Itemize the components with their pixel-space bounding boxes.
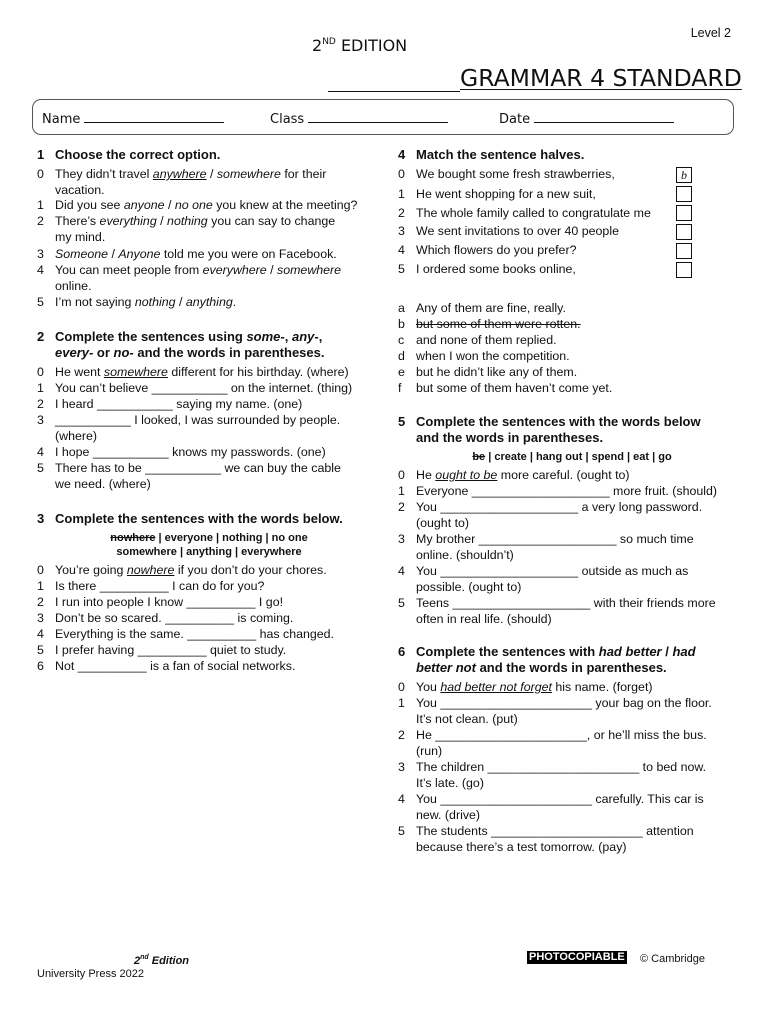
section-4-option-item-number: f	[398, 381, 402, 395]
class-field[interactable]: Class	[270, 112, 448, 128]
section-1-item-continuation: my mind.	[55, 230, 106, 244]
section-1-item-text[interactable]: I’m not saying nothing / anything.	[55, 295, 237, 309]
section-5-item-number: 2	[398, 500, 405, 514]
section-6-heading: 6 Complete the sentences with had better / had	[398, 644, 696, 659]
page-title: GRAMMAR 4 STANDARD	[460, 64, 742, 92]
section-2-item-number: 2	[37, 397, 44, 411]
section-3-item-text[interactable]: You’re going nowhere if you don’t do your chores.	[55, 563, 327, 577]
section-4-item-number: 1	[398, 187, 405, 201]
section-3-item-text[interactable]: Not __________ is a fan of social networks.	[55, 659, 296, 673]
section-1-item-text[interactable]: Someone / Anyone told me you were on Facebook.	[55, 247, 337, 261]
date-field[interactable]: Date	[499, 112, 674, 128]
section-4-item-number: 5	[398, 262, 405, 276]
footer-copyright: © Cambridge	[640, 953, 705, 965]
photocopiable-badge: PHOTOCOPIABLE	[529, 951, 625, 963]
section-2-item-text[interactable]: You can’t believe ___________ on the internet. (thing)	[55, 381, 353, 395]
section-3-item-text[interactable]: Don’t be so scared. __________ is coming.	[55, 611, 294, 625]
section-2-item-text[interactable]: I heard ___________ saying my name. (one)	[55, 397, 303, 411]
section-6-item-number: 0	[398, 680, 405, 694]
answer-box[interactable]	[676, 262, 692, 278]
edition-label: 2ND EDITION	[312, 36, 408, 55]
name-field[interactable]: Name	[42, 112, 224, 128]
section-4-option-item-text[interactable]: but some of them haven’t come yet.	[416, 381, 613, 395]
section-5-heading-line2: and the words in parentheses.	[416, 430, 604, 445]
section-6-item-text[interactable]: He ______________________, or he’ll miss the bus.	[416, 728, 707, 742]
section-6-item-text[interactable]: You had better not forget his name. (forget)	[416, 680, 653, 694]
section-2-item-number: 5	[37, 461, 44, 475]
footer-publisher: University Press 2022	[37, 968, 144, 980]
section-1-item-text[interactable]: There’s everything / nothing you can say to change	[55, 214, 336, 228]
section-1-heading: 1 Choose the correct option.	[37, 147, 221, 162]
section-4-option-item-number: a	[398, 301, 405, 315]
section-4-item-text[interactable]: We bought some fresh strawberries,	[416, 167, 615, 181]
section-4-option-item-text[interactable]: Any of them are fine, really.	[416, 301, 566, 315]
section-3-item-number: 2	[37, 595, 44, 609]
section-4-option-item-number: e	[398, 365, 405, 379]
section-5-item-continuation: often in real life. (should)	[416, 612, 552, 626]
section-4-option-item-text[interactable]: but some of them were rotten.	[416, 317, 581, 331]
section-4-item-text[interactable]: The whole family called to congratulate me	[416, 206, 651, 220]
section-1-item-text[interactable]: Did you see anyone / no one you knew at the meeting?	[55, 198, 358, 212]
section-3-item-number: 4	[37, 627, 44, 641]
section-3-item-text[interactable]: Is there __________ I can do for you?	[55, 579, 265, 593]
section-1-item-continuation: online.	[55, 279, 92, 293]
section-5-item-continuation: possible. (ought to)	[416, 580, 522, 594]
section-6-item-number: 5	[398, 824, 405, 838]
section-4-item-number: 0	[398, 167, 405, 181]
section-4-item-text[interactable]: We sent invitations to over 40 people	[416, 224, 619, 238]
section-1-item-number: 5	[37, 295, 44, 309]
section-6-item-continuation: (run)	[416, 744, 443, 758]
section-6-item-number: 3	[398, 760, 405, 774]
section-1-item-number: 2	[37, 214, 44, 228]
section-2-item-text[interactable]: There has to be ___________ we can buy the cable	[55, 461, 341, 475]
section-5-item-text[interactable]: My brother ____________________ so much time	[416, 532, 694, 546]
section-2-item-continuation: we need. (where)	[55, 477, 151, 491]
section-1-item-number: 0	[37, 167, 44, 181]
section-1-item-number: 1	[37, 198, 44, 212]
section-4-item-text[interactable]: Which flowers do you prefer?	[416, 243, 577, 257]
section-6-item-text[interactable]: The students ______________________ attention	[416, 824, 694, 838]
section-2-item-number: 4	[37, 445, 44, 459]
section-2-item-continuation: (where)	[55, 429, 97, 443]
section-4-item-text[interactable]: He went shopping for a new suit,	[416, 187, 596, 201]
section-4-option-item-number: d	[398, 349, 405, 363]
section-3-item-number: 3	[37, 611, 44, 625]
section-6-item-number: 2	[398, 728, 405, 742]
section-1-item-text[interactable]: They didn’t travel anywhere / somewhere for their	[55, 167, 327, 181]
section-4-option-item-text[interactable]: but he didn’t like any of them.	[416, 365, 578, 379]
answer-box[interactable]: b	[676, 167, 692, 183]
footer-edition: 2nd Edition	[134, 954, 190, 967]
section-2-item-text[interactable]: ___________ I looked, I was surrounded by people.	[55, 413, 341, 427]
level-label: Level 2	[690, 26, 731, 40]
section-6-item-continuation: It’s late. (go)	[416, 776, 484, 790]
section-3-word-bank: nowhere | everyone | nothing | no one somewhere | anything | everywhere	[110, 532, 308, 558]
section-5-item-number: 3	[398, 532, 405, 546]
section-3-item-number: 1	[37, 579, 44, 593]
section-6-item-continuation: because there’s a test tomorrow. (pay)	[416, 840, 627, 854]
section-2-item-number: 0	[37, 365, 44, 379]
section-6-heading-line2: better not and the words in parentheses.	[416, 660, 667, 675]
answer-box[interactable]	[676, 186, 692, 202]
section-3-item-text[interactable]: I prefer having __________ quiet to study.	[55, 643, 287, 657]
section-5-item-text[interactable]: Everyone ____________________ more fruit. (should)	[416, 484, 718, 498]
section-3-item-number: 5	[37, 643, 44, 657]
section-2-heading: 2 Complete the sentences using some-, any-,	[37, 329, 323, 344]
section-3-item-number: 6	[37, 659, 44, 673]
section-6-item-continuation: new. (drive)	[416, 808, 481, 822]
answer-box[interactable]	[676, 243, 692, 259]
section-5-item-continuation: (ought to)	[416, 516, 470, 530]
section-4-heading: 4 Match the sentence halves.	[398, 147, 585, 162]
section-5-item-text[interactable]: Teens ____________________ with their friends more	[416, 596, 716, 610]
section-6-item-number: 4	[398, 792, 405, 806]
section-5-word-bank: be | create | hang out | spend | eat | go	[472, 451, 672, 463]
section-2-item-text[interactable]: He went somewhere different for his birthday. (where)	[55, 365, 349, 379]
section-2-item-text[interactable]: I hope ___________ knows my passwords. (one)	[55, 445, 326, 459]
section-6-item-text[interactable]: The children ______________________ to bed now.	[416, 760, 707, 774]
section-1-item-number: 4	[37, 263, 44, 277]
section-5-item-number: 0	[398, 468, 405, 482]
section-5-item-number: 1	[398, 484, 405, 498]
section-4-option-item-text[interactable]: when I won the competition.	[416, 349, 570, 363]
section-2-item-number: 3	[37, 413, 44, 427]
section-5-item-text[interactable]: You ____________________ outside as much as	[416, 564, 689, 578]
section-4-option-item-text[interactable]: and none of them replied.	[416, 333, 557, 347]
section-1-item-text[interactable]: You can meet people from everywhere / somewhere	[55, 263, 342, 277]
answer-box[interactable]	[676, 224, 692, 240]
section-3-heading: 3 Complete the sentences with the words below.	[37, 511, 343, 526]
section-1-item-number: 3	[37, 247, 44, 261]
section-5-item-text[interactable]: He ought to be more careful. (ought to)	[416, 468, 630, 482]
section-2-heading-line2: every- or no- and the words in parentheses.	[55, 345, 325, 360]
section-5-item-number: 5	[398, 596, 405, 610]
section-5-heading: 5 Complete the sentences with the words below	[398, 414, 701, 429]
section-5-item-text[interactable]: You ____________________ a very long password.	[416, 500, 703, 514]
section-1-item-continuation: vacation.	[55, 183, 105, 197]
section-5-item-continuation: online. (shouldn’t)	[416, 548, 514, 562]
section-2-item-number: 1	[37, 381, 44, 395]
section-3-item-text[interactable]: I run into people I know __________ I go!	[55, 595, 284, 609]
section-6-item-text[interactable]: You ______________________ carefully. This car is	[416, 792, 704, 806]
section-4-item-number: 2	[398, 206, 405, 220]
section-6-item-text[interactable]: You ______________________ your bag on the floor.	[416, 696, 712, 710]
section-4-item-text[interactable]: I ordered some books online,	[416, 262, 576, 276]
section-6-item-continuation: It’s not clean. (put)	[416, 712, 518, 726]
section-5-item-number: 4	[398, 564, 405, 578]
title-rule	[328, 91, 460, 92]
section-6-item-number: 1	[398, 696, 405, 710]
section-4-item-number: 4	[398, 243, 405, 257]
answer-box[interactable]	[676, 205, 692, 221]
section-3-item-number: 0	[37, 563, 44, 577]
section-4-option-item-number: b	[398, 317, 405, 331]
section-4-item-number: 3	[398, 224, 405, 238]
section-4-option-item-number: c	[398, 333, 405, 347]
section-3-item-text[interactable]: Everything is the same. __________ has changed.	[55, 627, 334, 641]
